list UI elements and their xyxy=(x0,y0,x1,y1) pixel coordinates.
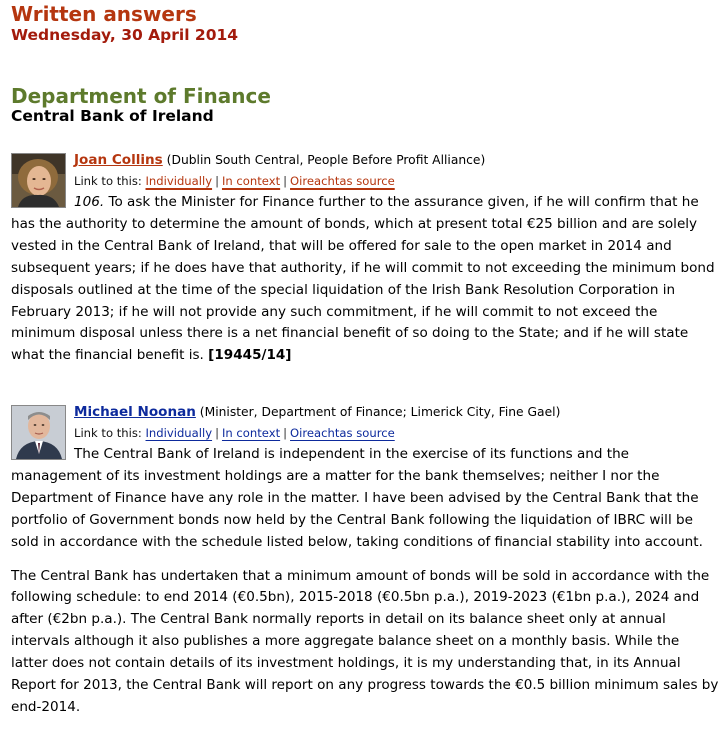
answer-paragraph: The Central Bank of Ireland is independent in the exercise of its functions and the management of its investment holdings are a matter for the bank themselves; neither I nor the Department of Finance have any role in the matter. I have been advised by the Central Bank that the portfolio of Government bonds now held by the Central Bank following the liquidation of IBRC will be sold in accordance with the schedule listed below, taking conditions of financial stability into account. xyxy=(11,446,703,550)
link-separator: | xyxy=(215,426,219,440)
answer-paragraph: The Central Bank has undertaken that a minimum amount of bonds will be sold in accordance with the following schedule: to end 2014 (€0.5bn), 2015-2018 (€0.5bn p.a.), 2019-2023 (€1bn p.a.), 2024 and after (€2bn p.a.). The Central Bank normally reports in detail on its balance sheet only at annual intervals although it also publishes a more aggregate balance sheet on a monthly basis. While the latter does not contain details of its investment holdings, it is my understanding that, in its Annual Report for 2013, the Central Bank will report on any progress towards the €0.5 billion minimum sales by end-2014. xyxy=(11,567,719,715)
page-date: Wednesday, 30 April 2014 xyxy=(11,26,239,44)
question-link-line xyxy=(11,171,719,192)
question-reference: [19445/14] xyxy=(208,347,292,364)
answer-link-line xyxy=(11,423,719,444)
question-individually-link[interactable]: Individually xyxy=(145,174,213,188)
question-in-context-link[interactable]: In context xyxy=(221,174,281,188)
department-heading: Department of Finance xyxy=(11,84,271,108)
link-separator: | xyxy=(283,426,288,440)
link-separator: | xyxy=(215,174,219,188)
link-to-this-label: Link to this: xyxy=(74,426,142,440)
question-speaker-affiliation: (Dublin South Central, People Before Profit Alliance) xyxy=(166,153,486,167)
answer-block xyxy=(11,402,719,731)
question-body xyxy=(11,192,719,367)
answer-speaker-line xyxy=(11,402,719,423)
answer-in-context-link[interactable]: In context xyxy=(221,426,281,440)
page-title: Written answers xyxy=(11,2,197,26)
question-text: To ask the Minister for Finance further to the assurance given, if he will confirm that he has the authority to determine the amount of bonds, which at present total €25 billion and are solely vested in the Central Bank of Ireland, that will be offered for sale to the open market in 2014 and subsequent years; if he does have that authority, if he will commit to not exceeding the minimum bond disposals outlined at the time of the special liquidation of the Irish Bank Resolution Corporation in February 2013; if he will not provide any such commitment, if he will commit to not exceed the minimum disposal unless there is a net financial benefit of so doing to the State; and if he will state what the financial benefit is. xyxy=(11,194,715,364)
subject-heading: Central Bank of Ireland xyxy=(11,107,214,125)
question-speaker-name-link[interactable]: Joan Collins xyxy=(74,152,163,168)
answer-oireachtas-source-link[interactable]: Oireachtas source xyxy=(290,426,395,440)
answer-speaker-affiliation: (Minister, Department of Finance; Limerick City, Fine Gael) xyxy=(199,405,561,419)
answer-speaker-name-link[interactable]: Michael Noonan xyxy=(74,404,196,420)
question-speaker-line xyxy=(11,150,719,171)
answer-individually-link[interactable]: Individually xyxy=(145,426,213,440)
question-number: 106. xyxy=(74,194,105,210)
speaker-photo-joan-collins[interactable] xyxy=(11,153,66,208)
link-to-this-label: Link to this: xyxy=(74,174,142,188)
question-block xyxy=(11,150,719,367)
question-oireachtas-source-link[interactable]: Oireachtas source xyxy=(290,174,395,188)
speaker-photo-michael-noonan[interactable] xyxy=(11,405,66,460)
link-separator: | xyxy=(283,174,288,188)
